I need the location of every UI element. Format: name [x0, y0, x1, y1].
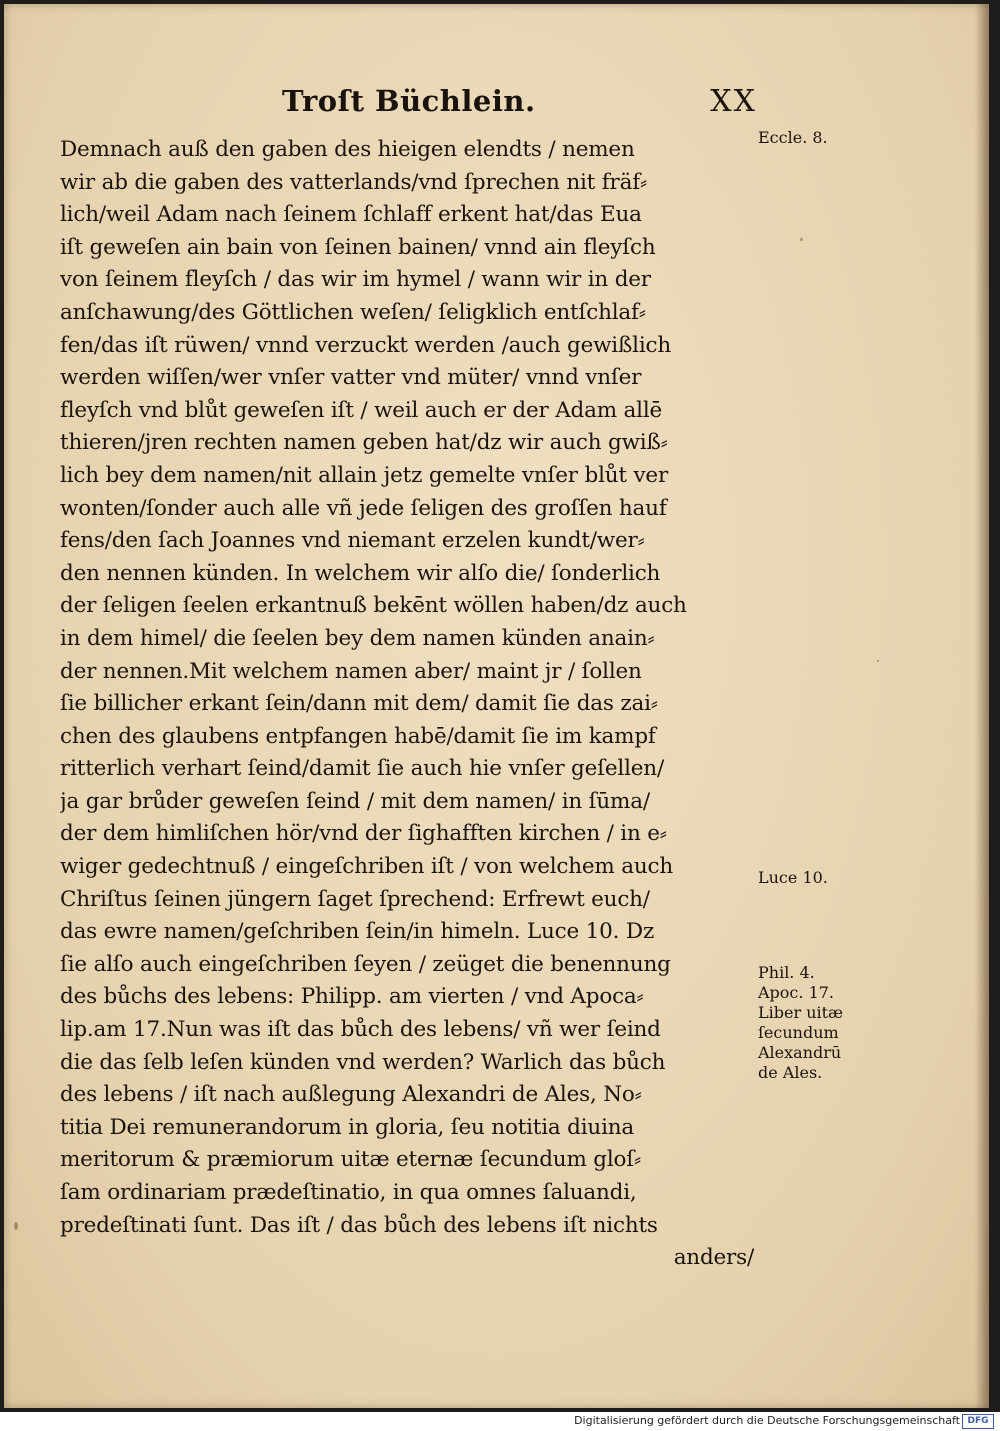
text-line: ſam ordinariam prædeſtinatio, in qua omnes ſaluandi, [60, 1180, 637, 1205]
text-line: in dem himel/ die ſeelen bey dem namen künden anain⸗ [60, 625, 655, 651]
text-line: das ewre namen/geſchriben ſein/in himeln. Luce 10. Dz [60, 919, 655, 945]
text-line: fens/den ſach Joannes vnd niemant erzelen kundt/wer⸗ [60, 528, 645, 554]
text-line: Chriſtus ſeinen jüngern ſaget ſprechend: Erfrewt euch/ [60, 886, 650, 912]
text-line: anſchawung/des Göttlichen weſen/ ſeligklich entſchlaf⸗ [60, 299, 646, 325]
text-line: der dem himliſchen hör/vnd der ſighafften kirchen / in e⸗ [60, 821, 667, 847]
text-line: meritorum & præmiorum uitæ eternæ ſecundum gloſ⸗ [60, 1147, 641, 1173]
marginal-note-deales: de Ales. [758, 1063, 823, 1082]
text-line: der nennen.Mit welchem namen aber/ maint jr / ſollen [60, 658, 642, 684]
text-line: lich bey dem namen/nit allain jetz gemelte vnſer blůt ver [60, 462, 669, 488]
marginal-note-phil: Phil. 4. [758, 963, 815, 982]
paper-speck [14, 1222, 18, 1230]
text-line: des lebens / iſt nach außlegung Alexandri de Ales, No⸗ [60, 1082, 642, 1108]
body-text [60, 134, 760, 1275]
text-line: iſt geweſen ain bain von ſeinen bainen/ vnnd ain fleyſch [60, 234, 656, 260]
text-line: fen/das iſt rüwen/ vnnd verzuckt werden /auch gewißlich [60, 332, 671, 358]
text-line: ritterlich verhart ſeind/damit ſie auch hie vnſer geſellen/ [60, 756, 664, 782]
folio-number: XX [710, 84, 757, 119]
marginal-note-alexandru: Alexandrū [758, 1043, 842, 1062]
text-line: chen des glaubens entpfangen habē/damit ſie im kampf [60, 723, 656, 749]
text-line: des bůchs des lebens: Philipp. am vierten / vnd Apoca⸗ [60, 984, 644, 1010]
running-title: Troſt Büchlein. [282, 84, 536, 118]
text-line: Demnach auß den gaben des hieigen elendts / nemen [60, 137, 635, 162]
text-line: werden wiſſen/wer vnſer vatter vnd müter/ vnnd vnſer [60, 365, 642, 391]
text-line: predeſtinati ſunt. Das iſt / das bůch des lebens iſt nichts [60, 1212, 658, 1238]
marginal-note-secundum: ſecundum [758, 1023, 839, 1042]
marginal-note-luce: Luce 10. [758, 868, 828, 887]
page-edge-shadow [975, 4, 989, 1408]
text-line: wir ab die gaben des vatterlands/vnd ſprechen nit fräf⸗ [60, 169, 647, 195]
marginal-note-eccle: Eccle. 8. [758, 128, 828, 147]
footer-bar [0, 1412, 1000, 1431]
marginal-note-liber: Liber uitæ [758, 1003, 844, 1022]
text-line: lip.am 17.Nun was iſt das bůch des lebens/ vñ wer ſeind [60, 1017, 661, 1043]
dfg-logo: DFG [962, 1414, 994, 1429]
text-line: den nennen künden. In welchem wir alſo die/ ſonderlich [60, 560, 661, 586]
text-line: von ſeinem fleyſch / das wir im hymel / wann wir in der [60, 267, 651, 293]
text-line: ſie billicher erkant ſein/dann mit dem/ damit ſie das zai⸗ [60, 691, 658, 717]
text-line: anders/ [673, 1245, 754, 1271]
text-line: ja gar brůder geweſen ſeind / mit dem namen/ in ſūma/ [60, 788, 650, 814]
text-line: fleyſch vnd blůt geweſen iſt / weil auch er der Adam allē [60, 397, 663, 423]
text-line: titia Dei remunerandorum in gloria, ſeu notitia diuina [60, 1114, 635, 1140]
text-line: thieren/jren rechten namen geben hat/dz wir auch gwiß⸗ [60, 430, 668, 456]
text-line: ſie alſo auch eingeſchriben ſeyen / zeüget die benennung [60, 951, 671, 977]
digitization-credit: Digitalisierung gefördert durch die Deutsche Forschungsgemeinschaft [574, 1414, 960, 1427]
text-line: wonten/ſonder auch alle vñ jede ſeligen des groſſen hauf [60, 495, 667, 521]
text-line: wiger gedechtnuß / eingeſchriben iſt / von welchem auch [60, 854, 673, 880]
marginal-note-apoc: Apoc. 17. [758, 983, 835, 1002]
text-line: lich/weil Adam nach ſeinem ſchlaff erkent hat/das Eua [60, 202, 642, 228]
paper-speck [877, 660, 879, 662]
text-line: die das ſelb leſen künden vnd werden? Warlich das bůch [60, 1049, 666, 1075]
text-line: der ſeligen ſeelen erkantnuß bekēnt wöllen haben/dz auch [60, 593, 687, 619]
paper-speck [800, 238, 803, 241]
running-header [282, 84, 757, 128]
